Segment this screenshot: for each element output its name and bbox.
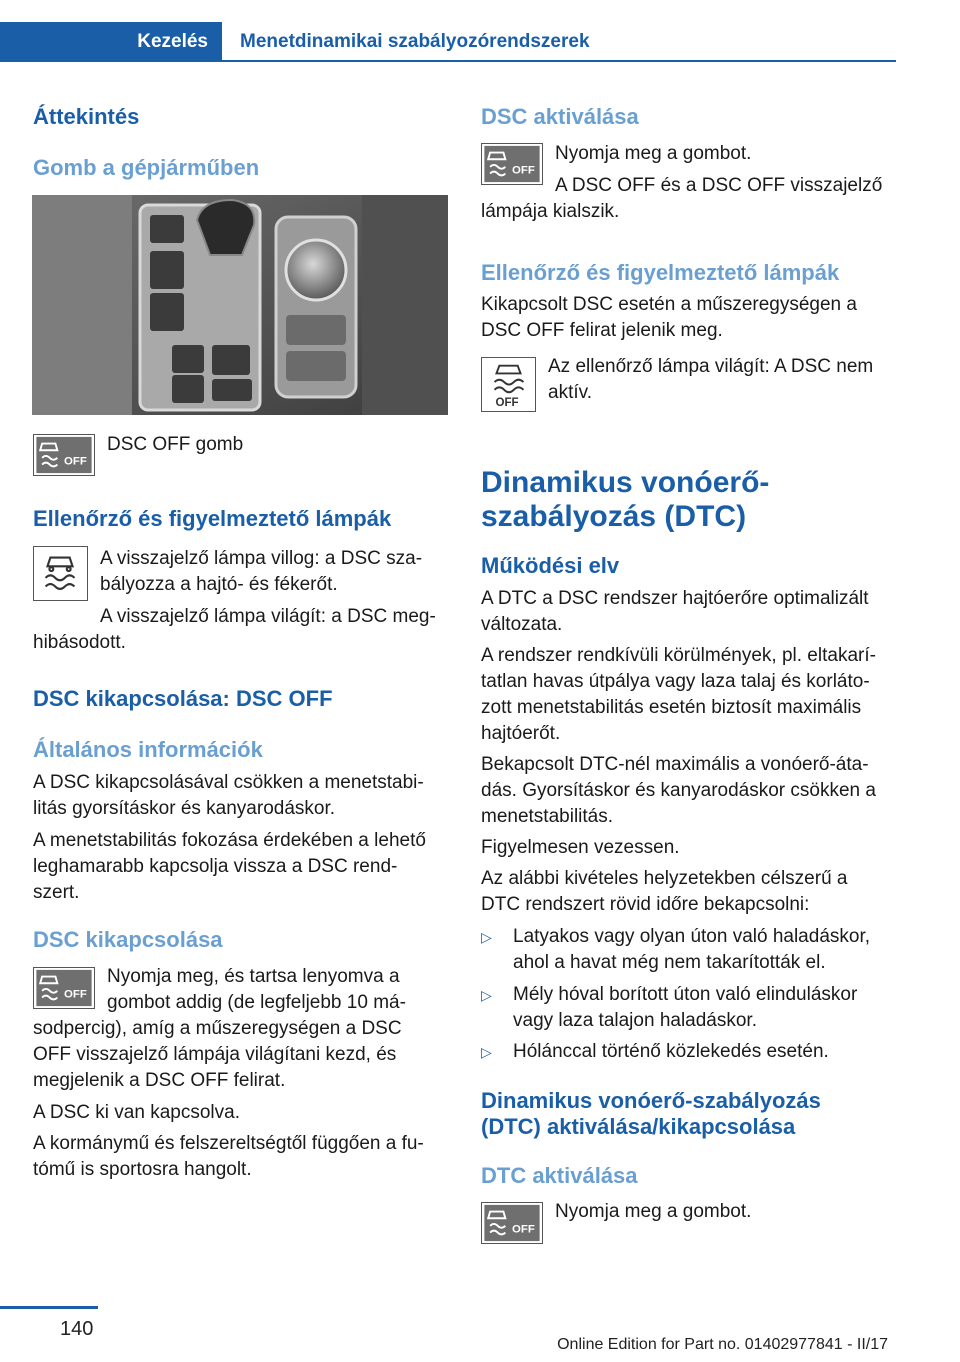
- lamp-blink-line2: bályozza a hajtó- és fékerőt.: [100, 574, 338, 595]
- bullet-triangle-icon: ▷: [481, 1044, 492, 1060]
- dtc-title-line1: Dinamikus vonóerő-: [481, 466, 770, 499]
- p3-line1: Bekapcsolt DTC-nél maximális a vonóerő-áta-: [481, 754, 869, 775]
- dtc-title-line2: szabályozás (DTC): [481, 500, 747, 533]
- lamps-p1-line2: DSC OFF felirat jelenik meg.: [481, 320, 723, 341]
- act-line3: lámpája kialszik.: [481, 201, 620, 222]
- principle-heading: Működési elv: [481, 553, 620, 578]
- breadcrumb[interactable]: Menetdinamikai szabályozórendszerek: [240, 31, 590, 52]
- bullet-2-line2: vagy laza talajon haladáskor.: [513, 1010, 757, 1031]
- general-p2-line3: szert.: [33, 882, 80, 903]
- dsc-off-button-icon-3: [481, 143, 543, 185]
- svg-text:OFF: OFF: [64, 455, 87, 468]
- page-number: 140: [60, 1318, 94, 1340]
- dtc-act-text: Nyomja meg a gombot.: [555, 1201, 752, 1222]
- dsc-off-button-icon-2: [33, 967, 95, 1009]
- bullet-1-line2: ahol a havat még nem takarították el.: [513, 952, 826, 973]
- dsc-off-lamp-icon: [481, 357, 536, 412]
- dsc-activation-heading: DSC aktiválása: [481, 104, 639, 129]
- dsc-off-heading: DSC kikapcsolása: DSC OFF: [33, 686, 333, 711]
- deact-line3: sodpercig), amíg a műszeregységen a DSC: [33, 1018, 402, 1039]
- deact-p3-line2: tómű is sportosra hangolt.: [33, 1159, 252, 1180]
- act-line2: A DSC OFF és a DSC OFF visszajelző: [555, 175, 883, 196]
- general-info-heading: Általános információk: [33, 737, 263, 762]
- dtc-button-icon: [481, 1202, 543, 1244]
- deact-line2: gombot addig (de legfeljebb 10 má-: [107, 992, 406, 1013]
- bullet-triangle-icon: ▷: [481, 929, 492, 945]
- bullet-1-line1: Latyakos vagy olyan úton való haladáskor,: [513, 926, 871, 947]
- p2-line2: tatlan havas útpálya vagy laza talaj és korláto-: [481, 671, 870, 692]
- dtc-activation-heading: DTC aktiválása: [481, 1163, 638, 1188]
- lamp-on-line2: aktív.: [548, 382, 592, 403]
- p5-line1: Az alábbi kivételes helyzetekben célszerű a: [481, 868, 848, 889]
- general-p2-line2: leghamarabb kapcsolja vissza a DSC rend-: [33, 856, 398, 877]
- lamp-lit-line2: hibásodott.: [33, 632, 126, 653]
- p2-line1: A rendszer rendkívüli körülmények, pl. eltakarí-: [481, 645, 876, 666]
- svg-text:OFF: OFF: [512, 164, 535, 177]
- general-p1-line1: A DSC kikapcsolásával csökken a menetstabi-: [33, 772, 424, 793]
- dtc-toggle-heading-line1: Dinamikus vonóerő-szabályozás: [481, 1088, 821, 1113]
- dsc-deactivation-heading: DSC kikapcsolása: [33, 927, 223, 952]
- dsc-off-button-caption: DSC OFF gomb: [107, 434, 244, 455]
- p1-line1: A DTC a DSC rendszer hajtóerőre optimalizált: [481, 588, 869, 609]
- console-photo: [32, 195, 448, 415]
- p1-line2: változata.: [481, 614, 563, 635]
- svg-text:OFF: OFF: [512, 1223, 535, 1236]
- button-in-vehicle-heading: Gomb a gépjárműben: [33, 155, 260, 180]
- general-p2-line1: A menetstabilitás fokozása érdekében a lehető: [33, 830, 426, 851]
- p5-line2: DTC rendszert rövid időre bekapcsolni:: [481, 894, 810, 915]
- bullet-3-line1: Hólánccal történő közlekedés esetén.: [513, 1041, 829, 1062]
- header-rule: [222, 60, 896, 62]
- footer-rule: [0, 1306, 98, 1309]
- dtc-toggle-heading-line2: (DTC) aktiválása/kikapcsolása: [481, 1114, 796, 1139]
- bullet-2-line1: Mély hóval borított úton való elinduláskor: [513, 984, 858, 1005]
- deact-p2: A DSC ki van kapcsolva.: [33, 1102, 240, 1123]
- deact-line1: Nyomja meg, és tartsa lenyomva a: [107, 966, 400, 987]
- p3-line3: menetstabilitás.: [481, 806, 614, 827]
- deact-line4: OFF visszajelző lámpája világítani kezd, és: [33, 1044, 397, 1065]
- lamps-p1-line1: Kikapcsolt DSC esetén a műszeregységen a: [481, 294, 857, 315]
- general-p1-line2: litás gyorsításkor és kanyarodáskor.: [33, 798, 336, 819]
- lamp-lit-line1: A visszajelző lámpa világít: a DSC meg-: [100, 606, 436, 627]
- deact-p3-line1: A kormánymű és felszereltségtől függően a fu-: [33, 1133, 424, 1154]
- header-tab[interactable]: Kezelés: [137, 31, 208, 52]
- lamps-heading-left: Ellenőrző és figyelmeztető lámpák: [33, 506, 392, 531]
- lamp-on-line1: Az ellenőrző lámpa világít: A DSC nem: [548, 356, 874, 377]
- overview-heading: Áttekintés: [33, 104, 140, 129]
- svg-text:OFF: OFF: [64, 988, 87, 1001]
- act-line1: Nyomja meg a gombot.: [555, 143, 752, 164]
- dsc-skid-lamp-icon: [33, 546, 88, 601]
- p2-line4: hajtóerőt.: [481, 723, 561, 744]
- p2-line3: zott menetstabilitás esetén biztosít maximális: [481, 697, 862, 718]
- p4: Figyelmesen vezessen.: [481, 837, 680, 858]
- p3-line2: dás. Gyorsításkor és kanyarodáskor csökken a: [481, 780, 876, 801]
- deact-line5: megjelenik a DSC OFF felirat.: [33, 1070, 286, 1091]
- lamp-blink-line1: A visszajelző lámpa villog: a DSC sza-: [100, 548, 423, 569]
- edition-note: Online Edition for Part no. 01402977841 - II/17: [557, 1336, 888, 1353]
- bullet-triangle-icon: ▷: [481, 987, 492, 1003]
- dsc-off-button-icon: [33, 434, 95, 476]
- svg-text:OFF: OFF: [495, 397, 519, 410]
- lamps-heading-right: Ellenőrző és figyelmeztető lámpák: [481, 260, 840, 285]
